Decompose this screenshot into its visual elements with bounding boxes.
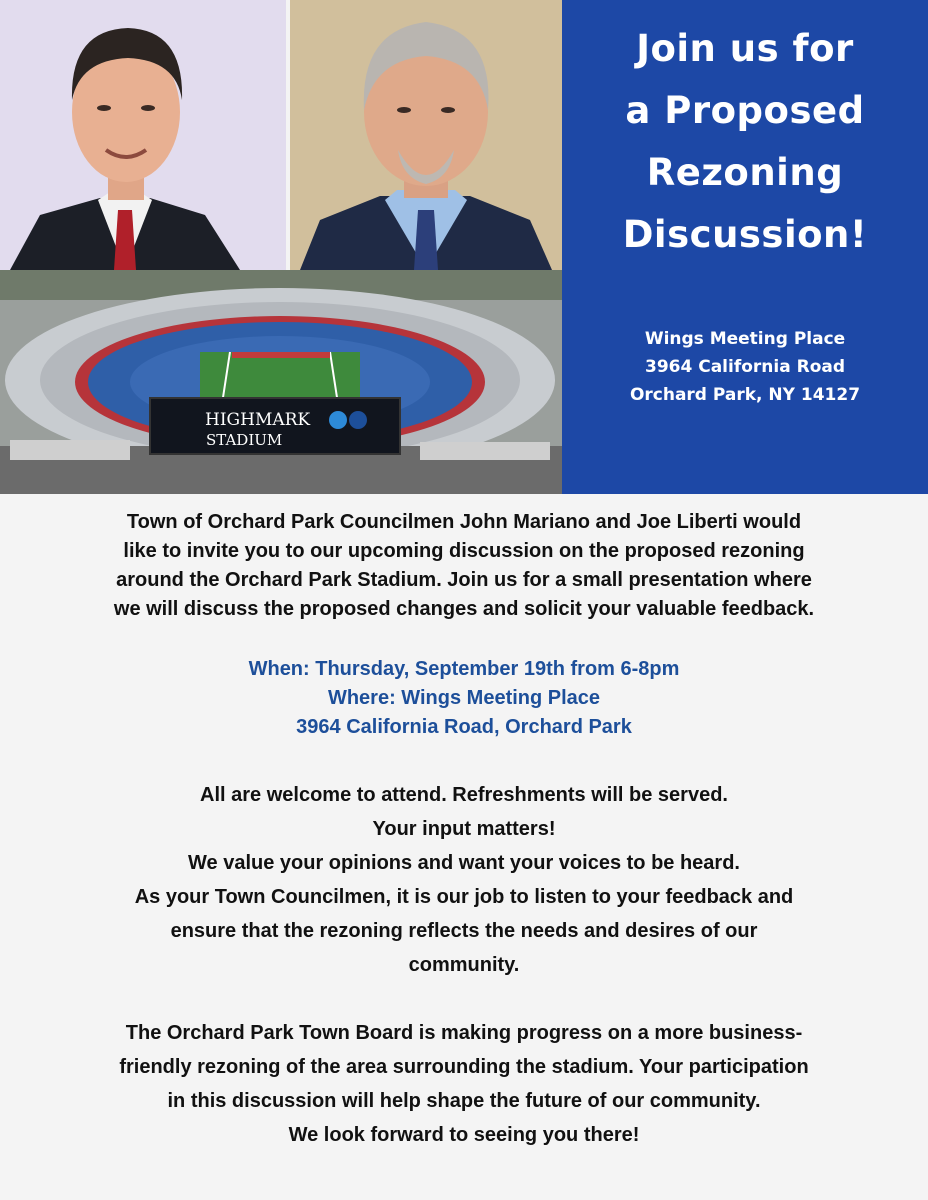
- headline-line: Discussion!: [622, 213, 868, 256]
- stadium-aerial-photo: [0, 270, 562, 494]
- councilman-photo-left: [0, 0, 286, 270]
- closing-line: We look forward to seeing you there!: [288, 1124, 640, 1146]
- panel-address-line: Orchard Park, NY 14127: [629, 385, 861, 405]
- intro-paragraph: [0, 508, 928, 624]
- event-where: Where: Wings Meeting Place: [327, 687, 601, 709]
- closing-line: in this discussion will help shape the future of our community.: [167, 1090, 761, 1112]
- headline: [562, 18, 928, 266]
- panel-address: [562, 325, 928, 409]
- intro-line: we will discuss the proposed changes and solicit your valuable feedback.: [113, 598, 815, 620]
- event-address: 3964 California Road, Orchard Park: [296, 716, 632, 738]
- welcome-line: community.: [408, 954, 520, 976]
- welcome-line: We value your opinions and want your voices to be heard.: [188, 852, 740, 874]
- headline-panel: [562, 0, 928, 494]
- intro-line: like to invite you to our upcoming discussion on the proposed rezoning: [123, 540, 805, 562]
- councilman-photo-right: [290, 0, 562, 270]
- welcome-line: All are welcome to attend. Refreshments will be served.: [200, 784, 728, 806]
- flyer-body: [0, 508, 928, 1152]
- event-details: [0, 655, 928, 742]
- welcome-paragraph: [0, 778, 928, 982]
- closing-line: friendly rezoning of the area surrounding the stadium. Your participation: [119, 1056, 809, 1078]
- headline-line: a Proposed: [625, 89, 865, 132]
- event-when: When: Thursday, September 19th from 6-8pm: [248, 658, 680, 680]
- headline-line: Join us for: [636, 27, 854, 70]
- welcome-line: As your Town Councilmen, it is our job to listen to your feedback and: [134, 886, 794, 908]
- intro-line: Town of Orchard Park Councilmen John Mariano and Joe Liberti would: [126, 511, 802, 533]
- closing-line: The Orchard Park Town Board is making progress on a more business-: [125, 1022, 803, 1044]
- welcome-line: Your input matters!: [372, 818, 556, 840]
- stadium-sign-line2: STADIUM: [206, 431, 283, 449]
- headline-line: Rezoning: [646, 151, 844, 194]
- stadium-sign-line1: HIGHMARK: [205, 410, 311, 430]
- panel-address-line: Wings Meeting Place: [644, 329, 846, 349]
- panel-address-line: 3964 California Road: [644, 357, 846, 377]
- welcome-line: ensure that the rezoning reflects the needs and desires of our: [170, 920, 758, 942]
- intro-line: around the Orchard Park Stadium. Join us for a small presentation where: [116, 569, 812, 591]
- closing-paragraph: [0, 1016, 928, 1152]
